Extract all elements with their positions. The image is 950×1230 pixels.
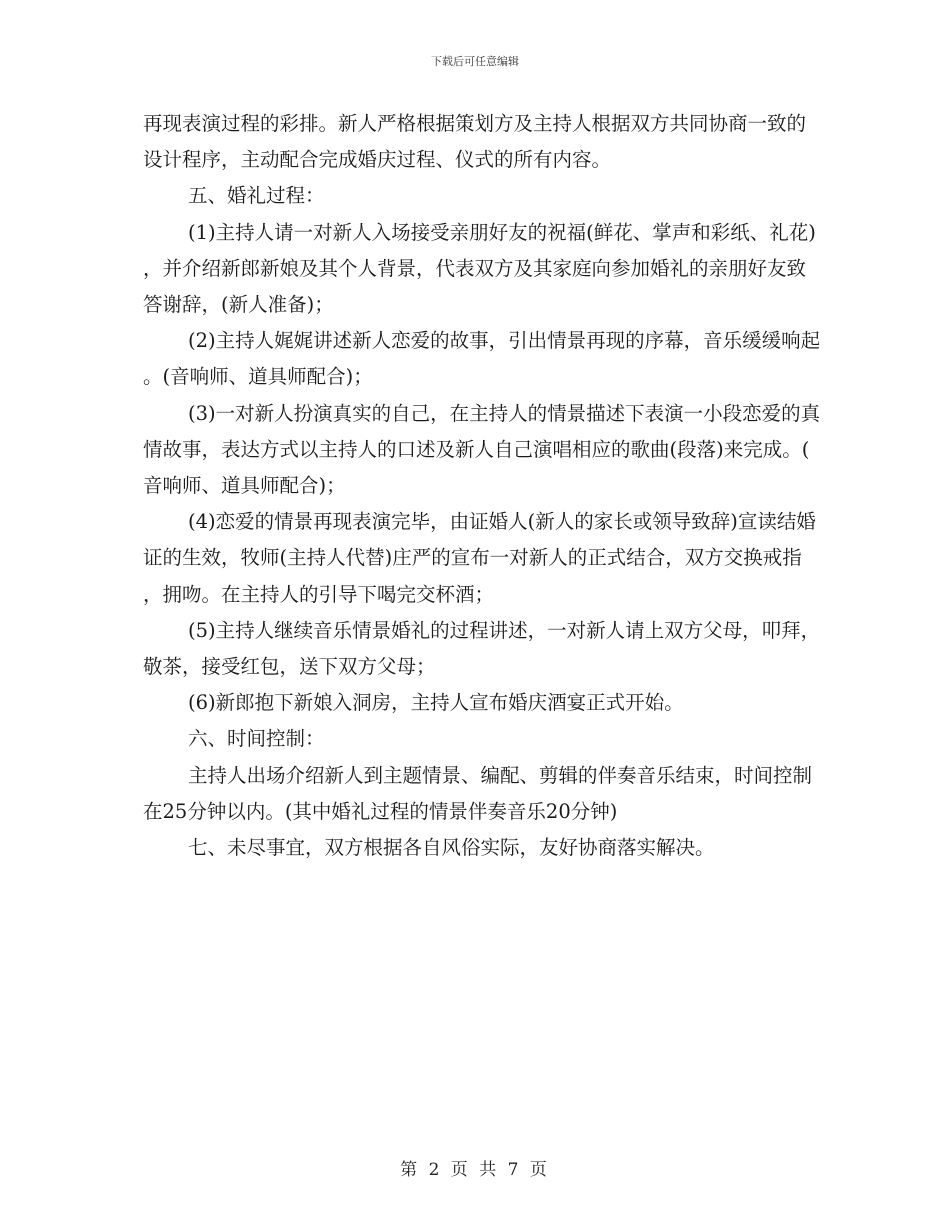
paragraph-step-6: (6)新郎抱下新娘入洞房，主持人宣布婚庆酒宴正式开始。 (188, 691, 684, 715)
document-body (143, 106, 821, 866)
paragraph-step-4: (4)恋爱的情景再现表演完毕，由证婚人(新人的家长或领导致辞)宣读结婚证的生效，牧师(主持人代替)庄严的宣布一对新人的正式结合，双方交换戒指，拥吻。在主持人的引导下喝完交杯酒； (143, 510, 816, 606)
paragraph-step-5: (5)主持人继续音乐情景婚礼的过程讲述，一对新人请上双方父母，叩拜，敬茶，接受红包，送下双方父母； (143, 618, 821, 679)
page-header-note: 下载后可任意编辑 (431, 55, 519, 68)
page-number-footer: 第 2 页 共 7 页 (400, 1160, 550, 1180)
paragraph-time-control: 主持人出场介绍新人到主题情景、编配、剪辑的伴奏音乐结束，时间控制在25分钟以内。(其中婚礼过程的情景伴奏音乐20分钟) (143, 763, 813, 823)
paragraph-rehearsal-continued: 再现表演过程的彩排。新人严格根据策划方及主持人根据双方共同协商一致的设计程序，主动配合完成婚庆过程、仪式的所有内容。 (143, 112, 807, 172)
section-heading-wedding-process: 五、婚礼过程： (188, 184, 325, 208)
paragraph-unfinished-matters: 七、未尽事宜，双方根据各自风俗实际，友好协商落实解决。 (188, 836, 715, 860)
paragraph-step-1: (1)主持人请一对新人入场接受亲朋好友的祝福(鲜花、掌声和彩纸、礼花)，并介绍新郎新娘及其个人背景，代表双方及其家庭向参加婚礼的亲朋好友致答谢辞，(新人准备)； (143, 220, 816, 317)
paragraph-step-2: (2)主持人娓娓讲述新人恋爱的故事，引出情景再现的序幕，音乐缓缓响起。(音响师、道具师配合)； (143, 329, 821, 389)
paragraph-step-3: (3)一对新人扮演真实的自己，在主持人的情景描述下表演一小段恋爱的真情故事，表达方式以主持人的口述及新人自己演唱相应的歌曲(段落)来完成。(音响师、道具师配合)； (143, 401, 821, 498)
section-heading-time-control: 六、时间控制： (188, 727, 325, 751)
